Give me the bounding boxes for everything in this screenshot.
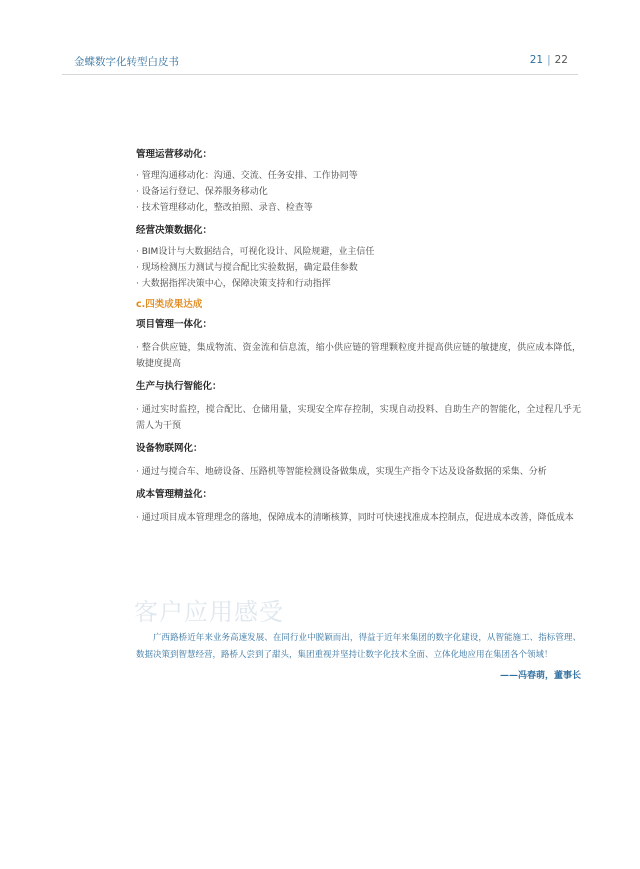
section-heading-project: 项目管理一体化： <box>136 319 213 330</box>
list-item: · 大数据指挥决策中心，保障决策支持和行动指挥 <box>136 279 331 289</box>
page-current: 21 <box>529 54 544 66</box>
section-heading-mgmt-mobile: 管理运营移动化： <box>136 149 213 160</box>
list-item: · 管理沟通移动化：沟通、交流、任务安排、工作协同等 <box>136 171 358 181</box>
document-title: 金蝶数字化转型白皮书 <box>74 56 179 68</box>
list-item: · 现场检测压力测试与搅合配比实验数据，确定最佳参数 <box>136 263 358 273</box>
results-heading: c.四类成果达成 <box>136 299 203 310</box>
list-item: · BIM设计与大数据结合，可视化设计、风险规避，业主信任 <box>136 247 375 257</box>
list-item: · 技术管理移动化，整改拍照、录音、检查等 <box>136 203 313 213</box>
section-heading-decision-data: 经营决策数据化： <box>136 225 213 236</box>
page-header <box>62 52 578 75</box>
feedback-quote: 广西路桥近年来业务高速发展、在同行业中脱颖而出，得益于近年来集团的数字化建设，从智能施工、指标管理、数据决策到智慧经营，路桥人尝到了甜头，集团重视并坚持让数字化技术全面、立体化地应用在集团各个领域！ <box>136 633 581 660</box>
customer-feedback <box>136 598 581 681</box>
list-item: · 设备运行登记、保养服务移动化 <box>136 187 268 197</box>
feedback-title: 客户应用感受 <box>134 598 284 626</box>
section-heading-production: 生产与执行智能化： <box>136 381 222 392</box>
page-numbers <box>530 54 568 66</box>
page-separator: | <box>547 54 551 66</box>
page-next: 22 <box>554 54 568 66</box>
section-heading-iot: 设备物联网化： <box>136 443 203 454</box>
paragraph-project: · 整合供应链，集成物流、资金流和信息流，缩小供应链的管理颗粒度并提高供应链的敏捷度，供应成本降低，敏捷度提高 <box>136 343 581 369</box>
section-heading-cost: 成本管理精益化： <box>136 489 213 500</box>
main-content <box>136 148 581 526</box>
paragraph-iot: · 通过与搅合车、地磅设备、压路机等智能检测设备做集成，实现生产指令下达及设备数据的采集、分析 <box>136 467 547 477</box>
paragraph-production: · 通过实时监控，搅合配比、仓储用量，实现安全库存控制，实现自动投料、自助生产的智能化，全过程几乎无需人为干预 <box>136 405 581 431</box>
feedback-signature: ——冯春萌，董事长 <box>499 671 581 681</box>
paragraph-cost: · 通过项目成本管理理念的落地，保障成本的清晰核算，同时可快速找准成本控制点，促进成本改善，降低成本 <box>136 513 574 523</box>
